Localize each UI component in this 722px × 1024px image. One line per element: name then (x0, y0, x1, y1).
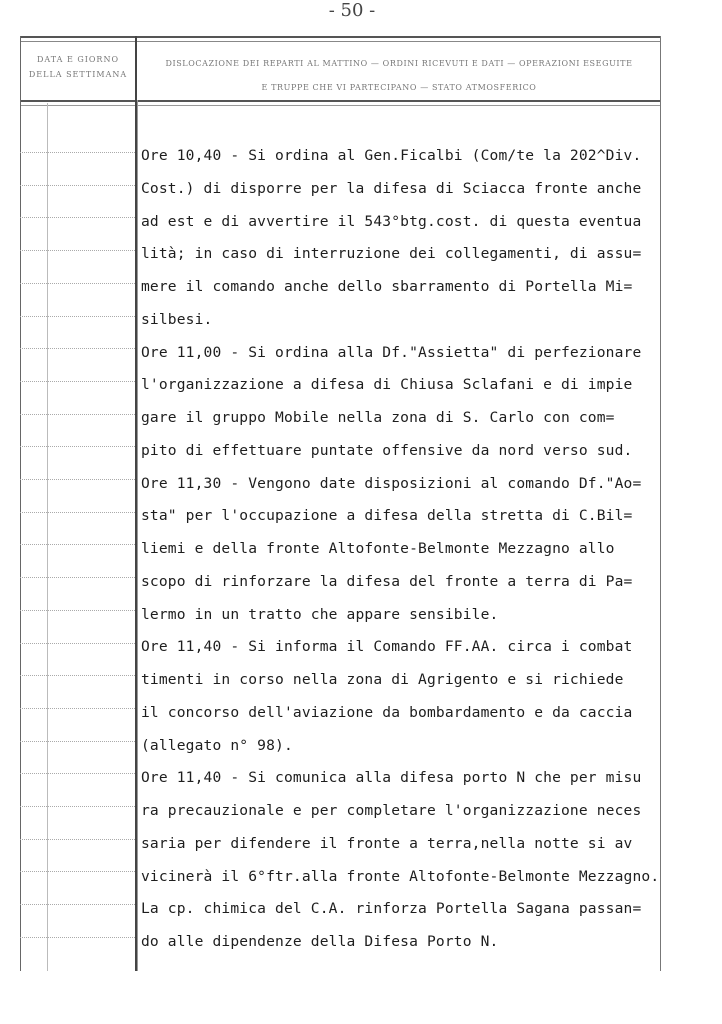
ruled-line (20, 643, 135, 644)
body-line: saria per difendere il fronte a terra,nella notte si av (141, 834, 633, 852)
ruled-line (20, 152, 135, 153)
body-line: ra precauzionale e per completare l'organizzazione neces (141, 802, 642, 819)
left-border (20, 36, 21, 971)
ruled-line (20, 512, 135, 513)
ruled-line (20, 348, 135, 349)
frame-top-border (20, 36, 660, 42)
body-line: ad est e di avvertire il 543°btg.cost. di questa eventua (141, 212, 642, 230)
body-line: lermo in un tratto che appare sensibile. (141, 605, 499, 623)
ruled-line (20, 773, 135, 774)
ruled-line (20, 217, 135, 218)
ruled-line (20, 414, 135, 415)
body-line: Cost.) di disporre per la difesa di Sciacca fronte anche (141, 179, 642, 197)
body-line: il concorso dell'aviazione da bombardamento e da caccia (141, 703, 633, 721)
body-line: timenti in corso nella zona di Agrigento e si richiede (141, 671, 624, 688)
ruled-line (20, 839, 135, 840)
ruled-line (20, 185, 135, 186)
ruled-line (20, 610, 135, 611)
body-line: lità; in caso di interruzione dei collegamenti, di assu= (141, 245, 642, 263)
body-line: La cp. chimica del C.A. rinforza Portella Sagana passan= (141, 900, 642, 918)
body-line: Ore 11,40 - Si informa il Comando FF.AA. circa i combat (141, 638, 633, 656)
ruled-line (20, 675, 135, 676)
ruled-line (20, 283, 135, 284)
content-header-line-2: E TRUPPE CHE VI PARTECIPANO — STATO ATMOSFERICO (261, 83, 537, 92)
body-line: pito di effettuare puntate offensive da nord verso sud. (141, 441, 633, 459)
ruled-line (20, 708, 135, 709)
ruled-line (20, 381, 135, 382)
ruled-line (20, 446, 135, 447)
date-header-line-1: DATA E GIORNO (36, 55, 120, 64)
body-line: vicinerà il 6°ftr.alla fronte Altofonte-Belmonte Mezzagno. (141, 867, 660, 885)
date-header-line-2: DELLA SETTIMANA (28, 70, 128, 79)
ruled-line (20, 871, 135, 872)
body-line: mere il comando anche dello sbarramento di Portella Mi= (141, 278, 633, 295)
body-line: Ore 10,40 - Si ordina al Gen.Ficalbi (Com/te la 202^Div. (141, 147, 642, 164)
body-line: Ore 11,40 - Si comunica alla difesa porto N che per misu (141, 769, 642, 787)
body-line: sta" per l'occupazione a difesa della stretta di C.Bil= (141, 507, 633, 525)
body-line: silbesi. (141, 310, 213, 328)
ruled-line (20, 806, 135, 807)
body-line: do alle dipendenze della Difesa Porto N. (141, 933, 499, 950)
ruled-line (20, 479, 135, 480)
body-line: Ore 11,00 - Si ordina alla Df."Assietta" di perfezionare (141, 343, 642, 361)
date-column-divider (47, 103, 48, 971)
content-column-header (140, 52, 658, 100)
body-line: gare il gruppo Mobile nella zona di S. Carlo con com= (141, 409, 615, 426)
ruled-line (20, 741, 135, 742)
body-text (141, 140, 681, 959)
page-number: - 50 - (328, 0, 376, 21)
body-line: liemi e della fronte Altofonte-Belmonte Mezzagno allo (141, 540, 615, 557)
body-line: l'organizzazione a difesa di Chiusa Sclafani e di impie (141, 376, 633, 394)
body-line: (allegato n° 98). (141, 736, 293, 754)
ruled-line (20, 937, 135, 938)
ruled-line (20, 577, 135, 578)
header-divider (20, 100, 660, 106)
ruled-line (20, 316, 135, 317)
ruled-line (20, 250, 135, 251)
ruled-line (20, 904, 135, 905)
date-column-header (22, 52, 134, 82)
content-header-line-1: DISLOCAZIONE DEI REPARTI AL MATTINO — ORDINI RICEVUTI E DATI — OPERAZIONI ESEGUITE (165, 59, 633, 68)
body-line: scopo di rinforzare la difesa del fronte a terra di Pa= (141, 572, 633, 590)
body-line: Ore 11,30 - Vengono date disposizioni al comando Df."Ao= (141, 474, 642, 492)
ruled-line (20, 544, 135, 545)
column-divider-inner (137, 100, 138, 971)
